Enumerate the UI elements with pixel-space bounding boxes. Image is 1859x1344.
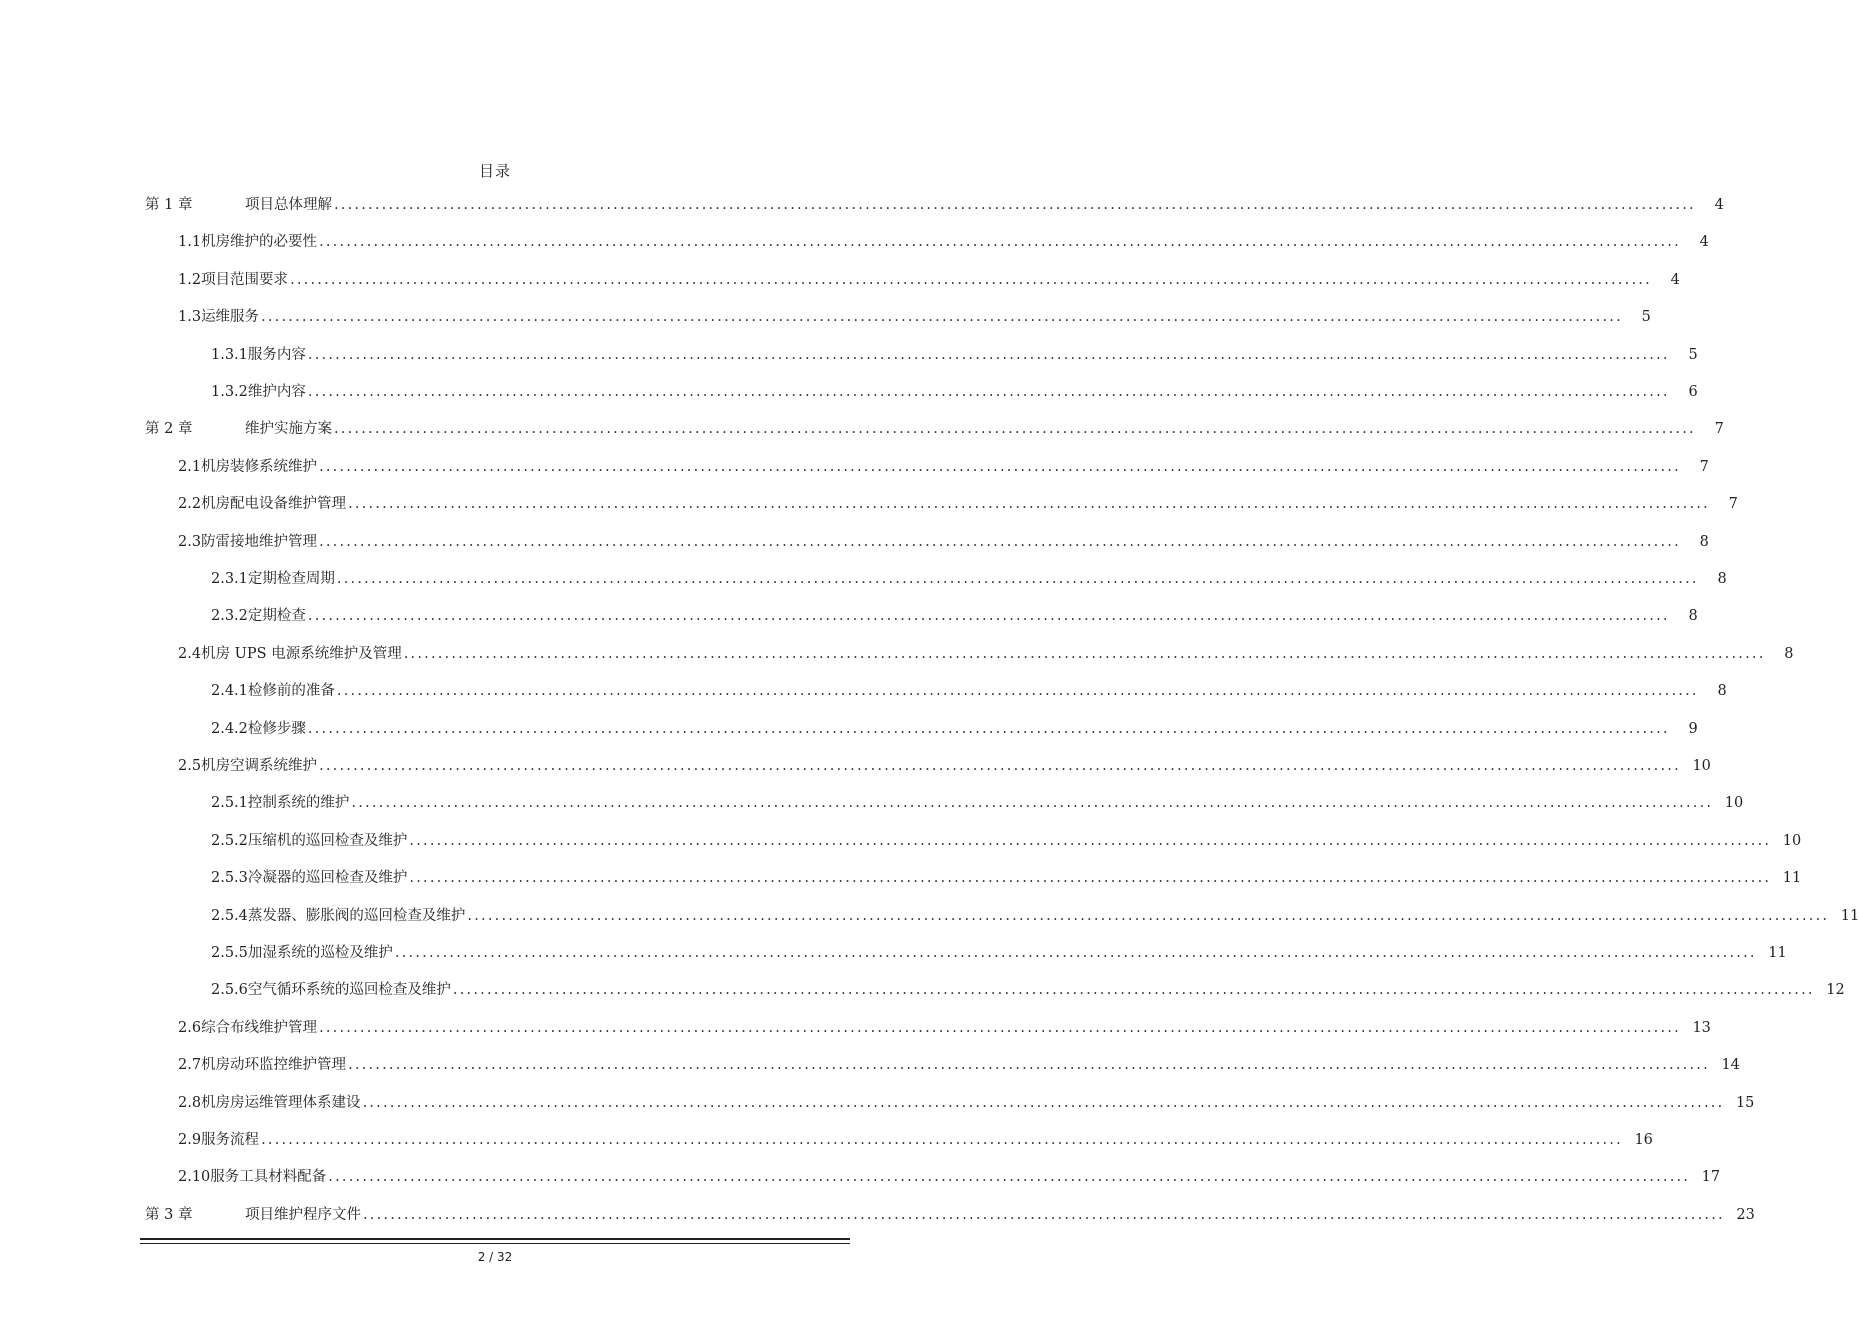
toc-entry[interactable] [145, 415, 1724, 439]
toc-entry-page: 4 [1699, 234, 1709, 251]
toc-entry[interactable] [178, 1014, 1711, 1038]
toc-entry-number: 2.3 [178, 533, 202, 550]
toc-dot-leader: ........................................................................................................................................................................................................ [307, 608, 1670, 625]
toc-dot-leader: ........................................................................................................................................................................................................ [307, 346, 1670, 363]
toc-entry-page: 11 [1840, 907, 1859, 924]
toc-entry-label: 机房动环监控维护管理 [201, 1057, 347, 1074]
toc-title: 目录 [478, 162, 511, 180]
toc-entry[interactable] [211, 902, 1859, 926]
toc-entry[interactable] [211, 341, 1698, 365]
toc-dot-leader: ........................................................................................................................................................................................................ [261, 309, 1623, 326]
toc-entry-label: 机房空调系统维护 [201, 758, 318, 774]
toc-dot-leader: ........................................................................................................................................................................................................ [307, 720, 1670, 737]
toc-dot-leader: ........................................................................................................................................................................................................ [409, 832, 1772, 849]
toc-dot-leader: ........................................................................................................................................................................................................ [348, 496, 1710, 513]
toc-entry-number: 1.2 [178, 271, 202, 288]
toc-entry[interactable] [145, 1201, 1755, 1225]
toc-entry-label: 控制系统的维护 [247, 795, 350, 812]
toc-entry[interactable] [178, 228, 1709, 252]
toc-entry-label: 检修步骤 [247, 720, 306, 737]
toc-entry[interactable] [178, 528, 1709, 552]
toc-entry-label: 冷凝器的巡回检查及维护 [247, 870, 408, 887]
toc-entry-number: 2.5.6 [211, 982, 248, 999]
toc-entry-number: 2.5 [178, 758, 202, 774]
toc-entry-number: 2.3.1 [211, 571, 248, 587]
toc-entry-label: 检修前的准备 [247, 683, 335, 700]
toc-entry-number: 1.1 [178, 234, 202, 251]
toc-entry-label: 机房装修系统维护 [201, 458, 318, 475]
toc-entry-number: 第 1 章 [145, 197, 193, 213]
toc-entry-page: 7 [1699, 458, 1709, 475]
toc-entry-number: 2.5.1 [211, 795, 248, 812]
toc-entry-page: 8 [1699, 533, 1709, 550]
toc-dot-leader: ........................................................................................................................................................................................................ [452, 982, 1815, 999]
toc-entry-page: 7 [1714, 421, 1724, 438]
toc-entry-label: 服务工具材料配备 [210, 1169, 327, 1186]
toc-dot-leader: ........................................................................................................................................................................................................ [319, 458, 1681, 475]
toc-dot-leader: ........................................................................................................................................................................................................ [336, 571, 1699, 587]
toc-entry-page: 4 [1670, 271, 1680, 288]
toc-dot-leader: ........................................................................................................................................................................................................ [336, 683, 1699, 700]
toc-entry-number: 2.2 [178, 496, 202, 513]
toc-entry-page: 6 [1688, 384, 1698, 400]
toc-entry-label: 机房 UPS 电源系统维护及管理 [201, 645, 402, 662]
toc-entry-number: 2.4.2 [211, 720, 248, 737]
toc-dot-leader: ........................................................................................................................................................................................................ [319, 234, 1681, 251]
toc-entry-page: 16 [1634, 1132, 1653, 1148]
toc-entry[interactable] [211, 715, 1698, 739]
toc-entry[interactable] [178, 490, 1738, 514]
toc-entry-number: 2.10 [178, 1169, 211, 1186]
toc-dot-leader: ........................................................................................................................................................................................................ [348, 1057, 1710, 1074]
toc-entry-number: 第 3 章 [145, 1206, 193, 1223]
toc-entry[interactable] [178, 1089, 1755, 1113]
toc-entry[interactable] [211, 864, 1802, 888]
toc-entry-label: 维护实施方案 [245, 421, 332, 438]
toc-entry[interactable] [211, 378, 1698, 402]
toc-dot-leader: ........................................................................................................................................................................................................ [409, 870, 1772, 887]
toc-dot-leader: ........................................................................................................................................................................................................ [334, 421, 1696, 438]
toc-dot-leader: ........................................................................................................................................................................................................ [328, 1169, 1691, 1186]
toc-entry-label: 服务流程 [201, 1132, 260, 1148]
toc-entry-label: 维护内容 [247, 384, 306, 400]
toc-entry-number: 2.7 [178, 1057, 202, 1074]
toc-entry-page: 8 [1688, 608, 1698, 625]
toc-entry[interactable] [178, 1051, 1740, 1075]
toc-entry-page: 14 [1721, 1057, 1740, 1074]
toc-entry-page: 11 [1768, 945, 1787, 961]
toc-entry-number: 2.6 [178, 1019, 202, 1036]
toc-entry-number: 2.5.4 [211, 907, 248, 924]
toc-dot-leader: ........................................................................................................................................................................................................ [307, 384, 1670, 400]
toc-dot-leader: ........................................................................................................................................................................................................ [362, 1094, 1725, 1111]
toc-dot-leader: ........................................................................................................................................................................................................ [261, 1132, 1623, 1148]
toc-entry[interactable] [211, 939, 1787, 963]
toc-entry-number: 1.3.1 [211, 346, 248, 363]
toc-dot-leader: ........................................................................................................................................................................................................ [319, 533, 1681, 550]
toc-entry-page: 23 [1736, 1206, 1755, 1223]
toc-entry-page: 11 [1782, 870, 1802, 887]
toc-entry-page: 13 [1692, 1019, 1711, 1036]
toc-entry[interactable] [211, 565, 1727, 589]
toc-entry-label: 机房配电设备维护管理 [201, 496, 347, 513]
toc-dot-leader: ........................................................................................................................................................................................................ [363, 1206, 1725, 1223]
toc-entry-label: 防雷接地维护管理 [201, 533, 318, 550]
toc-entry-label: 压缩机的巡回检查及维护 [247, 832, 408, 849]
toc-entry-page: 8 [1784, 645, 1794, 662]
toc-entry-page: 15 [1735, 1094, 1755, 1111]
toc-entry[interactable] [178, 752, 1711, 776]
toc-entry-label: 蒸发器、膨胀阀的巡回检查及维护 [247, 907, 466, 924]
toc-entry-number: 2.5.5 [211, 945, 248, 961]
toc-entry-number: 2.4 [178, 645, 202, 662]
toc-entry-label: 定期检查周期 [247, 571, 335, 587]
toc-dot-leader: ........................................................................................................................................................................................................ [334, 197, 1696, 213]
toc-dot-leader: ........................................................................................................................................................................................................ [467, 907, 1830, 924]
toc-entry[interactable] [145, 191, 1724, 215]
toc-entry[interactable] [211, 827, 1802, 851]
toc-entry-page: 8 [1717, 571, 1727, 587]
page-number: 2 / 32 [477, 1250, 513, 1264]
toc-entry-label: 机房房运维管理体系建设 [201, 1094, 361, 1111]
toc-entry-page: 12 [1826, 982, 1845, 999]
toc-entry-label: 运维服务 [201, 309, 260, 326]
toc-entry-label: 综合布线维护管理 [201, 1019, 318, 1036]
toc-dot-leader: ........................................................................................................................................................................................................ [319, 1019, 1681, 1036]
toc-entry[interactable] [211, 677, 1727, 701]
toc-entry-number: 第 2 章 [145, 421, 193, 438]
toc-entry[interactable] [211, 976, 1845, 1000]
toc-entry-label: 加湿系统的巡检及维护 [247, 945, 393, 961]
toc-entry-page: 8 [1717, 683, 1727, 700]
toc-entry-number: 2.5.3 [211, 870, 248, 887]
toc-dot-leader: ........................................................................................................................................................................................................ [394, 945, 1757, 961]
toc-entry-page: 9 [1688, 720, 1698, 737]
toc-dot-leader: ........................................................................................................................................................................................................ [403, 645, 1766, 662]
toc-entry-label: 项目总体理解 [245, 197, 332, 213]
toc-entry[interactable] [211, 789, 1744, 813]
toc-entry[interactable] [178, 266, 1680, 290]
toc-dot-leader: ........................................................................................................................................................................................................ [351, 795, 1714, 812]
toc-entry-label: 项目维护程序文件 [245, 1206, 361, 1223]
toc-entry[interactable] [211, 602, 1698, 626]
toc-entry-number: 1.3 [178, 309, 202, 326]
toc-dot-leader: ........................................................................................................................................................................................................ [319, 758, 1681, 774]
toc-entry[interactable] [178, 1126, 1653, 1150]
toc-entry-page: 10 [1782, 832, 1802, 849]
toc-entry-label: 机房维护的必要性 [201, 234, 318, 251]
toc-entry-label: 项目范围要求 [201, 271, 289, 288]
toc-entry-page: 10 [1692, 758, 1711, 774]
toc-entry-number: 1.3.2 [211, 384, 248, 400]
toc-dot-leader: ........................................................................................................................................................................................................ [290, 271, 1652, 288]
toc-entry[interactable] [178, 640, 1794, 664]
toc-entry-number: 2.8 [178, 1094, 202, 1111]
toc-entry[interactable] [178, 1163, 1721, 1187]
toc-entry-page: 17 [1701, 1169, 1721, 1186]
toc-entry-page: 4 [1714, 197, 1724, 213]
toc-entry[interactable] [178, 303, 1651, 327]
toc-entry[interactable] [178, 453, 1709, 477]
toc-entry-label: 空气循环系统的巡回检查及维护 [247, 982, 451, 999]
toc-entry-page: 7 [1728, 496, 1738, 513]
toc-entry-number: 2.5.2 [211, 832, 248, 849]
toc-entry-number: 2.4.1 [211, 683, 248, 700]
toc-entry-label: 定期检查 [247, 608, 306, 625]
toc-entry-page: 10 [1724, 795, 1744, 812]
toc-entry-page: 5 [1641, 309, 1651, 326]
footer-rule-thin [140, 1243, 850, 1244]
toc-entry-number: 2.9 [178, 1132, 202, 1148]
footer-rule-thick [140, 1238, 850, 1240]
toc-entry-number: 2.1 [178, 458, 202, 475]
toc-entry-page: 5 [1688, 346, 1698, 363]
toc-entry-number: 2.3.2 [211, 608, 248, 625]
toc-entry-label: 服务内容 [247, 346, 306, 363]
